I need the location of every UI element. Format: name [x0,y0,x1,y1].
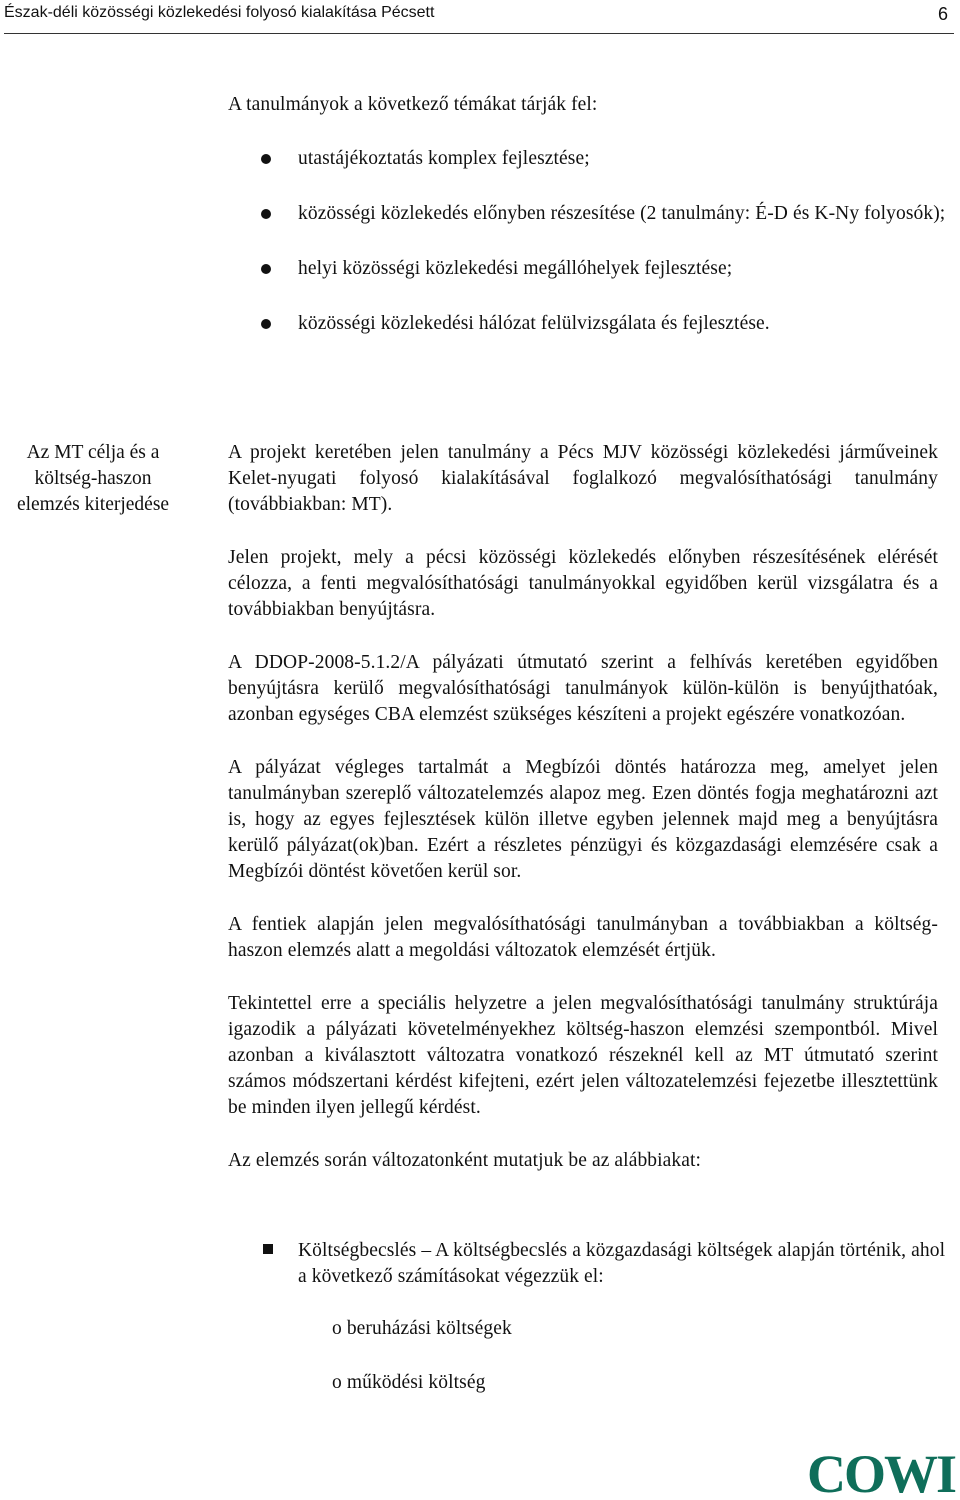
paragraph: A fentiek alapján jelen megvalósíthatósági tanulmányban a továbbiakban a költség-haszon elemzés alatt a megoldási változatok elemzését értjük. [228,914,938,961]
page-number: 6 [937,4,948,24]
main-text [228,440,938,1201]
paragraph: Tekintettel erre a speciális helyzetre a jelen megvalósíthatósági tanulmány struktúrája igazodik a pályázati követelményekhez költség-haszon elemzési szempontból. Mivel azonban a kiválasztott változatra vonatkozó részeknél kell az MT útmutató szerint számos módszertani kérdést kifejteni, ezért jelen változatelemzési fejezetbe illesztettünk be minden ilyen jellegű kérdést. [228,993,938,1118]
bullet-item [228,256,948,282]
topic-bullet-list [228,146,948,337]
bullet-text: utastájékoztatás komplex fejlesztése; [298,148,590,169]
margin-heading-line: elemzés kiterjedése [16,494,170,515]
bullet-dot-icon [261,154,271,164]
margin-heading [0,440,186,518]
margin-heading-line: költség-haszon [34,468,152,489]
square-bullet-item [228,1238,948,1290]
bullet-item [228,146,948,172]
paragraph: Jelen projekt, mely a pécsi közösségi közlekedés előnyben részesítésének elérését célozza, a fenti megvalósíthatósági tanulmányokkal egyidőben kerül vizsgálatra és a továbbiakban benyújtásra. [228,547,938,620]
bullet-text: helyi közösségi közlekedési megállóhelyek fejlesztése; [298,258,733,279]
paragraph: A projekt keretében jelen tanulmány a Pécs MJV közösségi közlekedési járműveinek Kelet-nyugati folyosó kialakításával foglalkozó megvalósíthatósági tanulmány (továbbiakban: MT). [228,442,938,515]
cowi-logo [806,1446,956,1498]
paragraph: A pályázat végleges tartalmát a Megbízói döntés határozza meg, amelyet jelen tanulmányban szereplő változatelemzés alapoz meg. Ezen döntés fogja meghatározni azt is, hogy az egyes fejlesztések külön illetve egyben jelennek majd meg a benyújtásra kerülő pályázat(ok)ban. Ezért a részletes pénzügyi és közgazdasági elemzésére csak a Megbízói döntést követően kerül sor. [228,757,938,882]
bullet-dot-icon [261,264,271,274]
intro-text: A tanulmányok a következő témákat tárják fel: [228,94,598,115]
header-rule [4,33,954,34]
bullet-item [228,311,948,337]
square-bullet-icon [263,1244,273,1254]
sub-item: o működési költség [332,1372,486,1393]
header-title: Észak-déli közösségi közlekedési folyosó kialakítása Pécsett [4,4,435,21]
bullet-text: közösségi közlekedés előnyben részesítése (2 tanulmány: É-D és K-Ny folyosók); [298,203,946,224]
bullet-text: közösségi közlekedési hálózat felülvizsgálata és fejlesztése. [298,313,770,334]
paragraph: Az elemzés során változatonként mutatjuk be az alábbiakat: [228,1150,702,1171]
page-header [4,4,954,28]
sub-item: o beruházási költségek [332,1318,512,1339]
sub-item-list [332,1316,512,1396]
margin-heading-line: Az MT célja és a [26,442,160,463]
bullet-dot-icon [261,209,271,219]
bullet-item [228,201,948,227]
bullet-dot-icon [261,319,271,329]
square-bullet-list [228,1238,948,1290]
square-bullet-text: Költségbecslés – A költségbecslés a közgazdasági költségek alapján történik, ahol a következő számításokat végezzük el: [298,1240,946,1287]
logo-text: COWI [806,1446,956,1498]
paragraph: A DDOP-2008-5.1.2/A pályázati útmutató szerint a felhívás keretében egyidőben benyújtásra kerülő megvalósíthatósági tanulmányok külön-külön is benyújthatóak, azonban egységes CBA elemzést szükséges készíteni a projekt egészére vonatkozóan. [228,652,938,725]
